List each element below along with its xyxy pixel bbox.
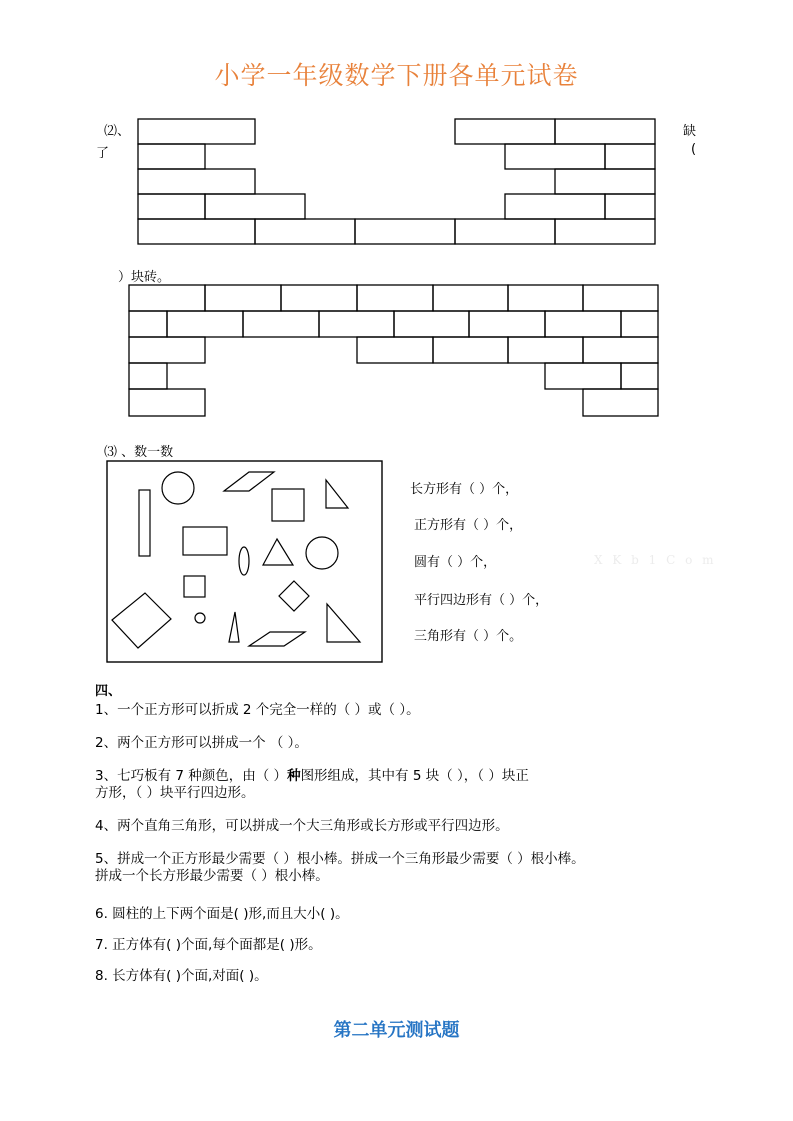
item-4: 4、两个直角三角形，可以拼成一个大三角形或长方形或平行四边形。: [95, 818, 509, 834]
watermark: X K b 1 C o m: [594, 553, 717, 567]
q3-label: ⑶ 、数一数: [104, 445, 174, 460]
section2-title: 第二单元测试题: [333, 1020, 460, 1041]
item-3-part-b: 种: [287, 768, 301, 784]
item-1: 1、一个正方形可以折成 2 个完全一样的（ ）或（ ）。: [95, 702, 420, 718]
q2-side-paren: (: [691, 142, 697, 157]
q3-line-triangles: 三角形有（ ）个。: [414, 629, 523, 644]
brick-wall-1: [136, 118, 658, 246]
q2-continuation: ）块砖。: [118, 270, 171, 285]
section4-heading: 四、: [95, 684, 122, 699]
item-5-line-2: 拼成一个长方形最少需要（ ）根小棒。: [95, 868, 329, 884]
item-5-line-1: 5、拼成一个正方形最少需要（ ）根小棒。拼成一个三角形最少需要（ ）根小棒。: [95, 851, 585, 867]
item-2: 2、两个正方形可以拼成一个 （ ）。: [95, 735, 308, 751]
q3-line-squares: 正方形有（ ）个，: [414, 518, 523, 533]
item-6: 6. 圆柱的上下两个面是( )形,而且大小( )。: [95, 906, 349, 922]
shapes-box: [106, 460, 384, 664]
item-3-part-c: 图形组成，其中有 5 块（ ），（ ）块正: [300, 768, 529, 784]
item-3-line-2: 方形，（ ）块平行四边形。: [95, 785, 255, 801]
q3-line-parallelograms: 平行四边形有（ ）个，: [414, 593, 549, 608]
q3-line-rectangles: 长方形有（ ）个，: [410, 482, 519, 497]
item-8: 8. 长方体有( )个面,对面( )。: [95, 968, 268, 984]
q3-line-circles: 圆有（ ）个，: [414, 555, 497, 570]
item-7: 7. 正方体有( )个面,每个面都是( )形。: [95, 937, 322, 953]
q2-label: ⑵、: [104, 124, 131, 139]
brick-wall-2: [128, 284, 660, 418]
item-3-part-a: 3、七巧板有 7 种颜色，由（ ）: [95, 768, 288, 784]
q2-side-left: 了: [96, 146, 110, 161]
q2-side-right: 缺: [683, 124, 697, 139]
page-title: 小学一年级数学下册各单元试卷: [214, 61, 579, 90]
